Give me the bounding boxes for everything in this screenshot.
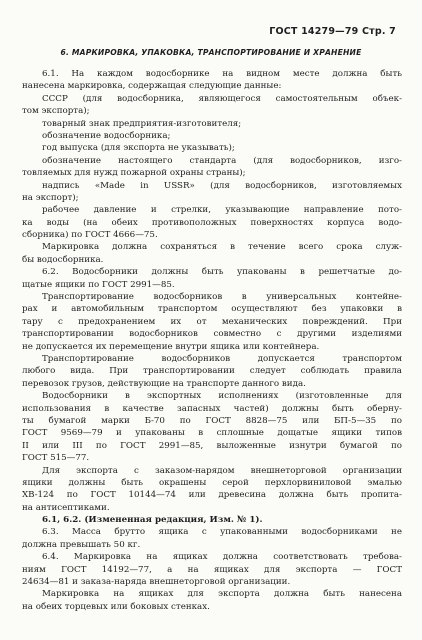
text-line: II или III по ГОСТ 2991—85, выложенные изнутри бумагой по: [22, 440, 402, 451]
text-line: Маркировка на ящиках для экспорта должна быть нанесена: [42, 589, 402, 600]
text-line: ниям ГОСТ 14192—77, а на ящиках для экспорта — ГОСТ: [22, 564, 402, 575]
text-line: использования в качестве запасных частей) должны быть оберну-: [22, 403, 402, 414]
text-line: ХВ-124 по ГОСТ 10144—74 или древесина должна быть пропита-: [22, 490, 402, 501]
text-line: не допускается их перемещение внутри ящика или контейнера.: [22, 341, 320, 352]
section-title: 6. МАРКИРОВКА, УПАКОВКА, ТРАНСПОРТИРОВАНИЕ И ХРАНЕНИЕ: [60, 48, 362, 57]
text-line: любого вида. При транспортировании следует соблюдать правила: [22, 366, 402, 377]
text-line: ка воды (на обеих противоположных поверхностях корпуса водо-: [22, 217, 402, 228]
document-body: [22, 68, 402, 613]
text-line: нанесена маркировка, содержащая следующие данные:: [22, 81, 282, 92]
text-line: СССР (для водосборника, являющегося самостоятельным объек-: [42, 93, 402, 104]
text-line: тару с предохранением их от механических повреждений. При: [22, 316, 402, 327]
text-line: Маркировка должна сохраняться в течение всего срока служ-: [42, 242, 402, 253]
text-line: Транспортирование водосборников допускается транспортом: [42, 353, 402, 364]
text-line: надпись «Made in USSR» (для водосборников, изготовляемых: [42, 180, 402, 191]
text-line: 6.2. Водосборники должны быть упакованы в решетчатые до-: [42, 267, 402, 278]
text-line: на экспорт);: [22, 192, 79, 203]
text-line: ГОСТ 515—77.: [22, 453, 90, 464]
text-line: на обеих торцевых или боковых стенках.: [22, 601, 210, 612]
text-line: 6.4. Маркировка на ящиках должна соответствовать требова-: [42, 552, 402, 563]
amendment-note: 6.1, 6.2. (Измененная редакция, Изм. № 1).: [42, 515, 263, 526]
text-line: на антисептиками.: [22, 502, 110, 513]
text-line: рабочее давление и стрелки, указывающие направление пото-: [42, 205, 402, 216]
text-line: товляемых для нужд пожарной охраны страны);: [22, 168, 246, 179]
text-line: 6.1. На каждом водосборнике на видном месте должна быть: [42, 69, 402, 79]
text-line: Транспортирование водосборников в универсальных контейне-: [42, 292, 402, 303]
text-line: бы водосборника.: [22, 254, 104, 265]
text-line: ГОСТ 9569—79 и упакованы в сплошные дощатые ящики типов: [22, 428, 402, 439]
text-line: щатые ящики по ГОСТ 2991—85.: [22, 279, 175, 290]
text-line: рах и автомобильным транспортом осуществляют без упаковки в: [22, 304, 402, 315]
text-line: Для экспорта с заказом-нарядом внешнеторговой организации: [42, 465, 402, 476]
text-line: ящики должны быть окрашены серой перхлорвиниловой эмалью: [22, 477, 402, 488]
text-line: должна превышать 50 кг.: [22, 539, 141, 550]
text-line: ты бумагой марки Б-70 по ГОСТ 8828—75 или БП-5—35 по: [22, 415, 402, 426]
text-line: перевозок грузов, действующие на транспорте данного вида.: [22, 378, 306, 389]
text-line: обозначение водосборника;: [42, 130, 171, 141]
text-line: том экспорта);: [22, 106, 90, 117]
page-header: ГОСТ 14279—79 Стр. 7: [269, 26, 396, 37]
text-line: Водосборники в экспортных исполнениях (изготовленные для: [42, 391, 402, 402]
text-line: год выпуска (для экспорта не указывать);: [42, 143, 235, 154]
text-line: 6.3. Масса брутто ящика с упакованными водосборниками не: [42, 527, 402, 538]
text-line: транспортировании водосборников совместно с другими изделиями: [22, 329, 402, 340]
text-line: обозначение настоящего стандарта (для водосборников, изго-: [42, 155, 402, 166]
text-line: сборника) по ГОСТ 4666—75.: [22, 230, 158, 241]
text-line: 24634—81 и заказа-наряда внешнеторговой организации.: [22, 577, 291, 588]
text-line: товарный знак предприятия-изготовителя;: [42, 118, 242, 129]
